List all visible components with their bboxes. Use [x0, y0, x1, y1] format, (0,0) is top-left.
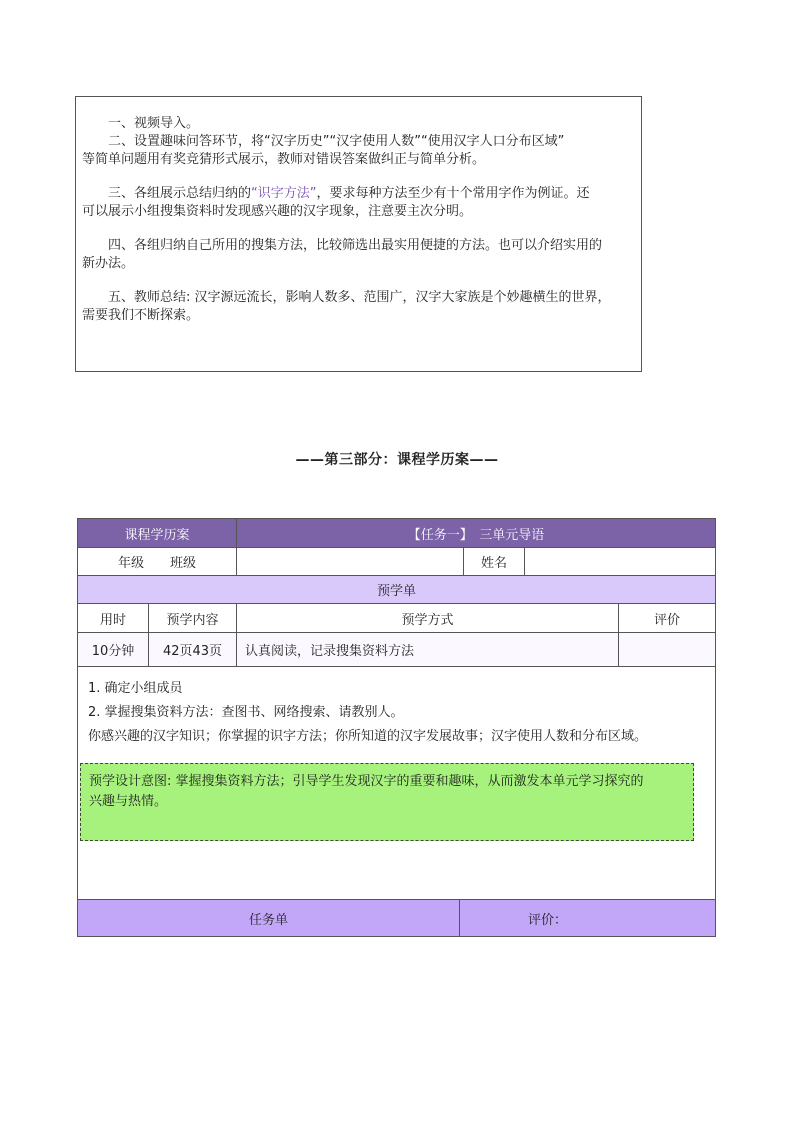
step-4-line-1: 四、各组归纳自己所用的搜集方法，比较筛选出最实用便捷的方法。也可以介绍实用的: [108, 238, 603, 253]
preview-body-cell: [78, 667, 716, 900]
design-intent-line-1: 预学设计意图: 掌握搜集资料方法；引导学生发现汉字的重要和趣味，从而激发本单元学习探究的: [89, 774, 644, 789]
cell-content: 42页43页: [149, 633, 237, 667]
preview-data-row: [78, 633, 716, 667]
preview-title-row: [78, 576, 716, 604]
design-intent-line-2: 兴趣与热情。: [89, 794, 168, 809]
task-label: 任务单: [78, 900, 460, 937]
student-info-fields: [237, 548, 716, 576]
design-intent-box: [80, 763, 694, 841]
step-5-line-1: 五、教师总结: 汉字源远流长，影响人数多、范围广，汉字大家族是个妙趣横生的世界，: [108, 290, 611, 305]
preview-column-header-row: [78, 604, 716, 633]
task-row: [78, 900, 716, 937]
preview-items: [78, 667, 715, 749]
step-3-line-2: 可以展示小组搜集资料时发现感兴趣的汉字现象，注意要主次分明。: [82, 204, 473, 219]
grade-class-value[interactable]: [237, 548, 464, 575]
step-2-line-2: 等简单问题用有奖竞猜形式展示，教师对错误答案做纠正与简单分析。: [82, 152, 486, 167]
step-1: 一、视频导入。: [108, 116, 200, 131]
cell-time: 10分钟: [78, 633, 149, 667]
cell-eval[interactable]: [619, 633, 716, 667]
col-eval: 评价: [619, 604, 716, 633]
preview-title: 预学单: [78, 576, 716, 604]
header-course-label: 课程学历案: [78, 519, 237, 548]
col-time: 用时: [78, 604, 149, 633]
item-1: 1. 确定小组成员: [88, 681, 183, 696]
lesson-steps-box: [75, 96, 642, 372]
table-header-row: [78, 519, 716, 548]
step-5-line-2: 需要我们不断探索。: [82, 308, 200, 323]
step-3-text: 三、各组展示总结归纳的: [108, 186, 252, 201]
grade-class-label: 年级 班级: [78, 548, 237, 576]
col-content: 预学内容: [149, 604, 237, 633]
col-method: 预学方式: [237, 604, 619, 633]
task-eval-label: [460, 900, 716, 937]
step-2-line-1: 二、设置趣味问答环节，将“汉字历史”“汉字使用人数”“使用汉字人口分布区域”: [108, 134, 565, 149]
item-3: 你感兴趣的汉字知识；你掌握的识字方法；你所知道的汉字发展故事；汉字使用人数和分布区域。: [88, 729, 648, 744]
step-3-highlight: “识字方法”: [251, 186, 317, 201]
name-label: 姓名: [464, 548, 525, 575]
cell-method: 认真阅读，记录搜集资料方法: [237, 633, 619, 667]
step-4-line-2: 新办法。: [82, 256, 135, 271]
task-eval-text: 评价：: [528, 912, 568, 928]
step-3-text-post: ，要求每种方法至少有十个常用字作为例证。还: [316, 186, 590, 201]
header-task-title: 【任务一】 三单元导语: [237, 519, 716, 548]
course-plan-table: [77, 518, 716, 937]
section-title: ——第三部分：课程学历案——: [295, 452, 499, 468]
item-2: 2. 掌握搜集资料方法：查图书、网络搜索、请教别人。: [88, 705, 404, 720]
name-value[interactable]: [525, 548, 715, 575]
student-info-row: [78, 548, 716, 576]
step-3-line-1: [82, 185, 635, 203]
preview-body-row: [78, 667, 716, 900]
